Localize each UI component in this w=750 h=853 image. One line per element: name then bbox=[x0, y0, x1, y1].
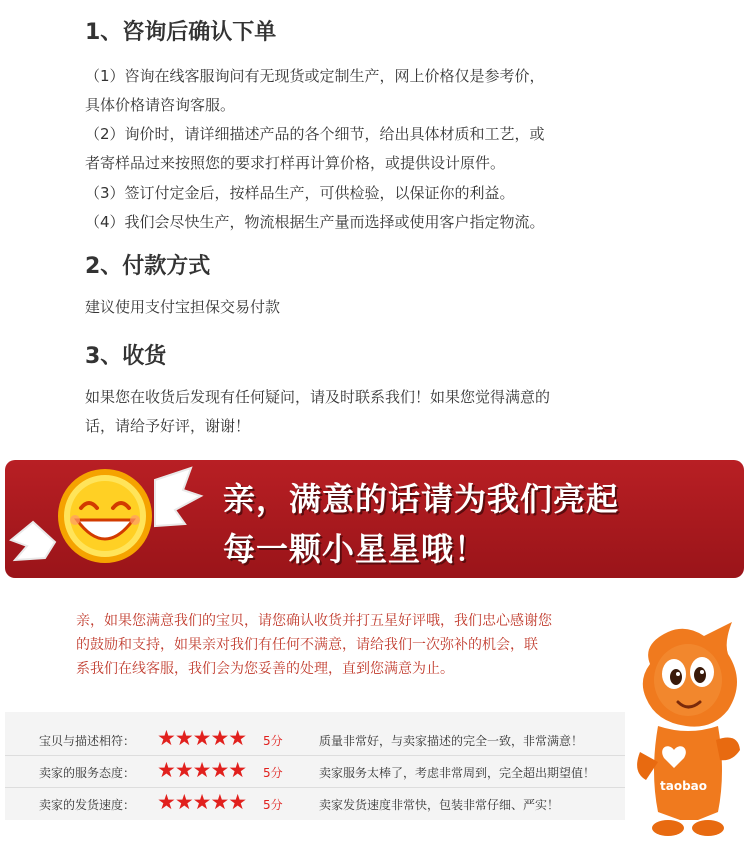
five-stars-icon: ★★★★★ bbox=[157, 790, 247, 814]
section3-line: 如果您在收货后发现有任何疑问，请及时联系我们！如果您觉得满意的 bbox=[85, 388, 551, 406]
section1-line: （1）咨询在线客服询问有无现货或定制生产，网上价格仅是参考价， bbox=[85, 67, 545, 85]
section2-text: 建议使用支付宝担保交易付款 bbox=[85, 298, 281, 316]
banner-line-2: 每一颗小星星哦！ bbox=[223, 530, 488, 568]
rating-table bbox=[5, 712, 625, 820]
rating-row bbox=[5, 724, 625, 756]
taobao-mascot-icon bbox=[628, 622, 746, 847]
section1-line: （2）询价时，请详细描述产品的各个细节，给出具体材质和工艺，或 bbox=[85, 125, 545, 143]
section3-line: 话，请给予好评，谢谢！ bbox=[85, 417, 251, 435]
rating-label: 卖家的发货速度： bbox=[39, 798, 136, 812]
section1-title: 1、咨询后确认下单 bbox=[85, 20, 277, 45]
mascot-badge: taobao bbox=[660, 779, 708, 793]
rating-comment: 质量非常好，与卖家描述的完全一致，非常满意！ bbox=[319, 734, 584, 748]
section1-line: 具体价格请咨询客服。 bbox=[85, 96, 236, 114]
note-line: 亲，如果您满意我们的宝贝，请您确认收货并打五星好评哦，我们忠心感谢您 bbox=[76, 613, 552, 629]
rating-comment: 卖家发货速度非常快，包装非常仔细、严实！ bbox=[319, 798, 560, 812]
section3-title: 3、收货 bbox=[85, 344, 167, 369]
rating-label: 宝贝与描述相符： bbox=[39, 734, 136, 748]
section1-line: （4）我们会尽快生产，物流根据生产量而选择或使用客户指定物流。 bbox=[85, 213, 545, 231]
rating-score: 5分 bbox=[263, 766, 283, 780]
rating-score: 5分 bbox=[263, 734, 283, 748]
banner-line-1: 亲，满意的话请为我们亮起 bbox=[223, 480, 620, 518]
five-stars-icon: ★★★★★ bbox=[157, 758, 247, 782]
rating-row bbox=[5, 756, 625, 788]
smiley-with-wings-icon bbox=[5, 460, 205, 578]
note-line: 的鼓励和支持，如果亲对我们有任何不满意，请给我们一次弥补的机会，联 bbox=[76, 637, 538, 653]
section1-line: 者寄样品过来按照您的要求打样再计算价格，或提供设计原件。 bbox=[85, 154, 506, 172]
section1-line: （3）签订付定金后，按样品生产，可供检验，以保证你的利益。 bbox=[85, 184, 515, 202]
five-stars-icon: ★★★★★ bbox=[157, 726, 247, 750]
rating-row bbox=[5, 788, 625, 820]
rating-score: 5分 bbox=[263, 798, 283, 812]
rating-label: 卖家的服务态度： bbox=[39, 766, 136, 780]
section2-title: 2、付款方式 bbox=[85, 254, 211, 279]
rating-comment: 卖家服务太棒了，考虑非常周到，完全超出期望值！ bbox=[319, 766, 596, 780]
praise-banner bbox=[5, 460, 744, 578]
note-line: 系我们在线客服，我们会为您妥善的处理，直到您满意为止。 bbox=[76, 661, 454, 677]
